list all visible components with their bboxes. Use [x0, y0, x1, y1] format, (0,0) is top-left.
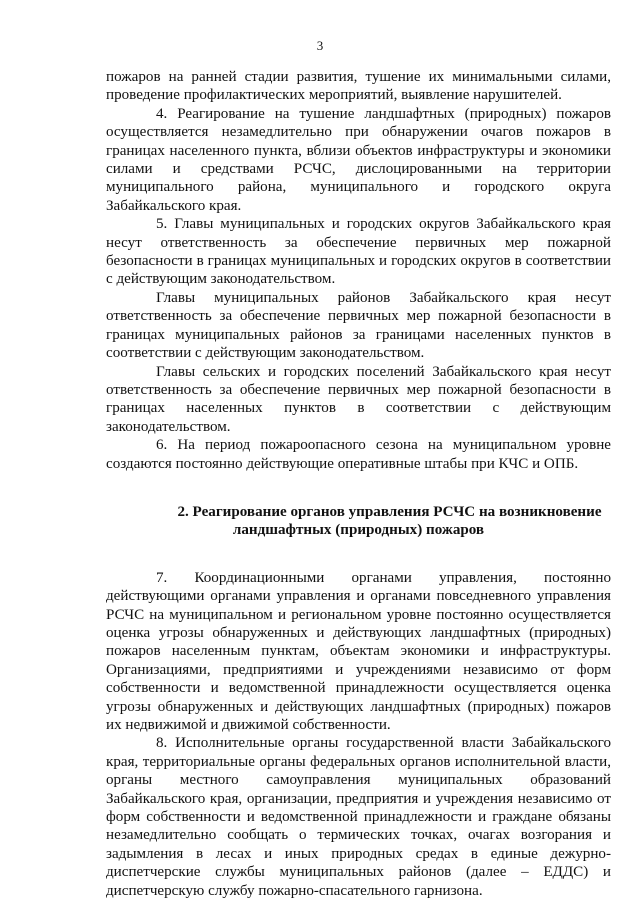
paragraph-6: 6. На период пожароопасного сезона на муниципальном уровне создаются постоянно действующие оперативные штабы при КЧС и ОПБ.: [106, 437, 611, 472]
section-heading: [106, 503, 611, 540]
paragraph-5: 5. Главы муниципальных и городских округов Забайкальского края несут ответственность за обеспечение первичных мер пожарной безопасности в границах муниципальных и городских округов в соответствии с действующим законодательством.: [106, 216, 611, 288]
section-heading-line-1: 2. Реагирование органов управления РСЧС на возникновение: [177, 503, 602, 520]
paragraph-4: 4. Реагирование на тушение ландшафтных (природных) пожаров осуществляется незамедлительно при обнаружении очагов пожаров в границах населенного пункта, вблизи объектов инфраструктуры и экономики силами и средствами РСЧС, дислоцированными на территории муниципального района, муниципального и городского округа Забайкальского края.: [106, 105, 611, 214]
paragraph-5-settlements: Главы сельских и городских поселений Забайкальского края несут ответственность за обеспечение первичных мер пожарной безопасности в границах населенных пунктов в соответствии с действующим законодательством.: [106, 363, 611, 435]
paragraph-7: 7. Координационными органами управления, постоянно действующими органами управления и органами повседневного управления РСЧС на муниципальном и региональном уровне постоянно осуществляется оценка угрозы обнаруженных и действующих ландшафтных (природных) пожаров населенным пунктам, объектам экономики и инфраструктуры. Организациями, предприятиями и учреждениями независимо от форм собственности и ведомственной принадлежности осуществляется оценка угрозы обнаруженных и действующих ландшафтных (природных) пожаров их недвижимой и движимой собственности.: [106, 569, 611, 733]
paragraph-5-municipal-districts: Главы муниципальных районов Забайкальского края несут ответственность за обеспечение первичных мер пожарной безопасности в границах муниципальных районов за границами населенных пунктов в соответствии с действующим законодательством.: [106, 289, 611, 362]
section-heading-line-2: ландшафтных (природных) пожаров: [232, 522, 485, 539]
paragraph-8: 8. Исполнительные органы государственной власти Забайкальского края, территориальные органы федеральных органов исполнительной власти, органы местного самоуправления муниципальных образований Забайкальского края, организации, предприятия и учреждения независимо от форм собственности и ведомственной принадлежности и граждане обязаны незамедлительно сообщать о термических точках, очагах возгорания и задымления в лесах и иных природных средах в единые дежурно-диспетчерские службы муниципальных районов (далее – ЕДДС) и диспетчерскую службу пожарно-спасательного гарнизона.: [106, 735, 611, 899]
page-number: 3: [316, 38, 324, 53]
document-body: [106, 68, 611, 900]
paragraph-continuation: пожаров на ранней стадии развития, тушение их минимальными силами, проведение профилактических мероприятий, выявление нарушителей.: [106, 69, 611, 104]
